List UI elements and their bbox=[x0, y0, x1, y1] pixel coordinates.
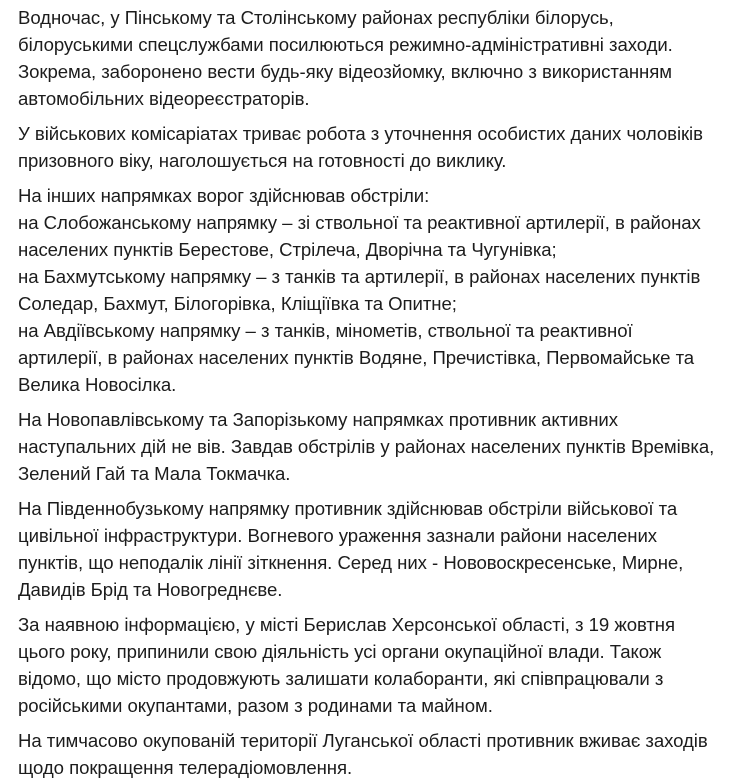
paragraph-pivdennyi-buh: На Південнобузькому напрямку противник здійснював обстріли військової та цивільної інфраструктури. Вогневого ураження зазнали райони населених пунктів, що неподалік лінії зіткнення. Серед них - Нововоскресенське, Мирне, Давидів Брід та Новогреднєве. bbox=[18, 498, 684, 600]
paragraph-military-commissariats: У військових комісаріатах триває робота з уточнення особистих даних чоловіків призовного віку, наголошується на готовності до виклику. bbox=[18, 123, 703, 171]
paragraph-belarus-restrictions: Водночас, у Пінському та Столінському районах республіки білорусь, білоруськими спецслужбами посилюються режимно-адміністративні заходи. Зокрема, заборонено вести будь-яку відеозйомку, включно з використанням автомобільних відеореєстраторів. bbox=[18, 7, 673, 109]
shelling-line-avdiivskyi: на Авдіївському напрямку – з танків, мінометів, ствольної та реактивної артилерії, в районах населених пунктів Водяне, Пречистівка, Первомайське та Велика Новосілка. bbox=[18, 320, 695, 395]
shelling-intro-line: На інших напрямках ворог здійснював обстріли: bbox=[18, 185, 430, 206]
paragraph-luhansk-broadcasting: На тимчасово окупованій території Луганської області противник вживає заходів щодо покращення телерадіомовлення. bbox=[18, 730, 708, 778]
shelling-line-slobozhanskyi: на Слобожанському напрямку – зі ствольної та реактивної артилерії, в районах населених пунктів Берестове, Стрілеча, Дворічна та Чугунівка; bbox=[18, 212, 701, 260]
paragraph-other-directions-shelling bbox=[18, 182, 715, 398]
paragraph-novopavlivka-zaporizhzhia: На Новопавлівському та Запорізькому напрямках противник активних наступальних дій не вів. Завдав обстрілів у районах населених пунктів Времівка, Зелений Гай та Мала Токмачка. bbox=[18, 409, 715, 484]
article-body bbox=[18, 4, 715, 781]
shelling-line-bakhmutskyi: на Бахмутському напрямку – з танків та артилерії, в районах населених пунктів Соледар, Бахмут, Білогорівка, Кліщіївка та Опитне; bbox=[18, 266, 701, 314]
paragraph-beryslav-occupation-authorities: За наявною інформацією, у місті Берислав Херсонської області, з 19 жовтня цього року, припинили свою діяльність усі органи окупаційної влади. Також відомо, що місто продовжують залишати колаборанти, які співпрацювали з російськими окупантами, разом з родинами та майном. bbox=[18, 614, 675, 716]
